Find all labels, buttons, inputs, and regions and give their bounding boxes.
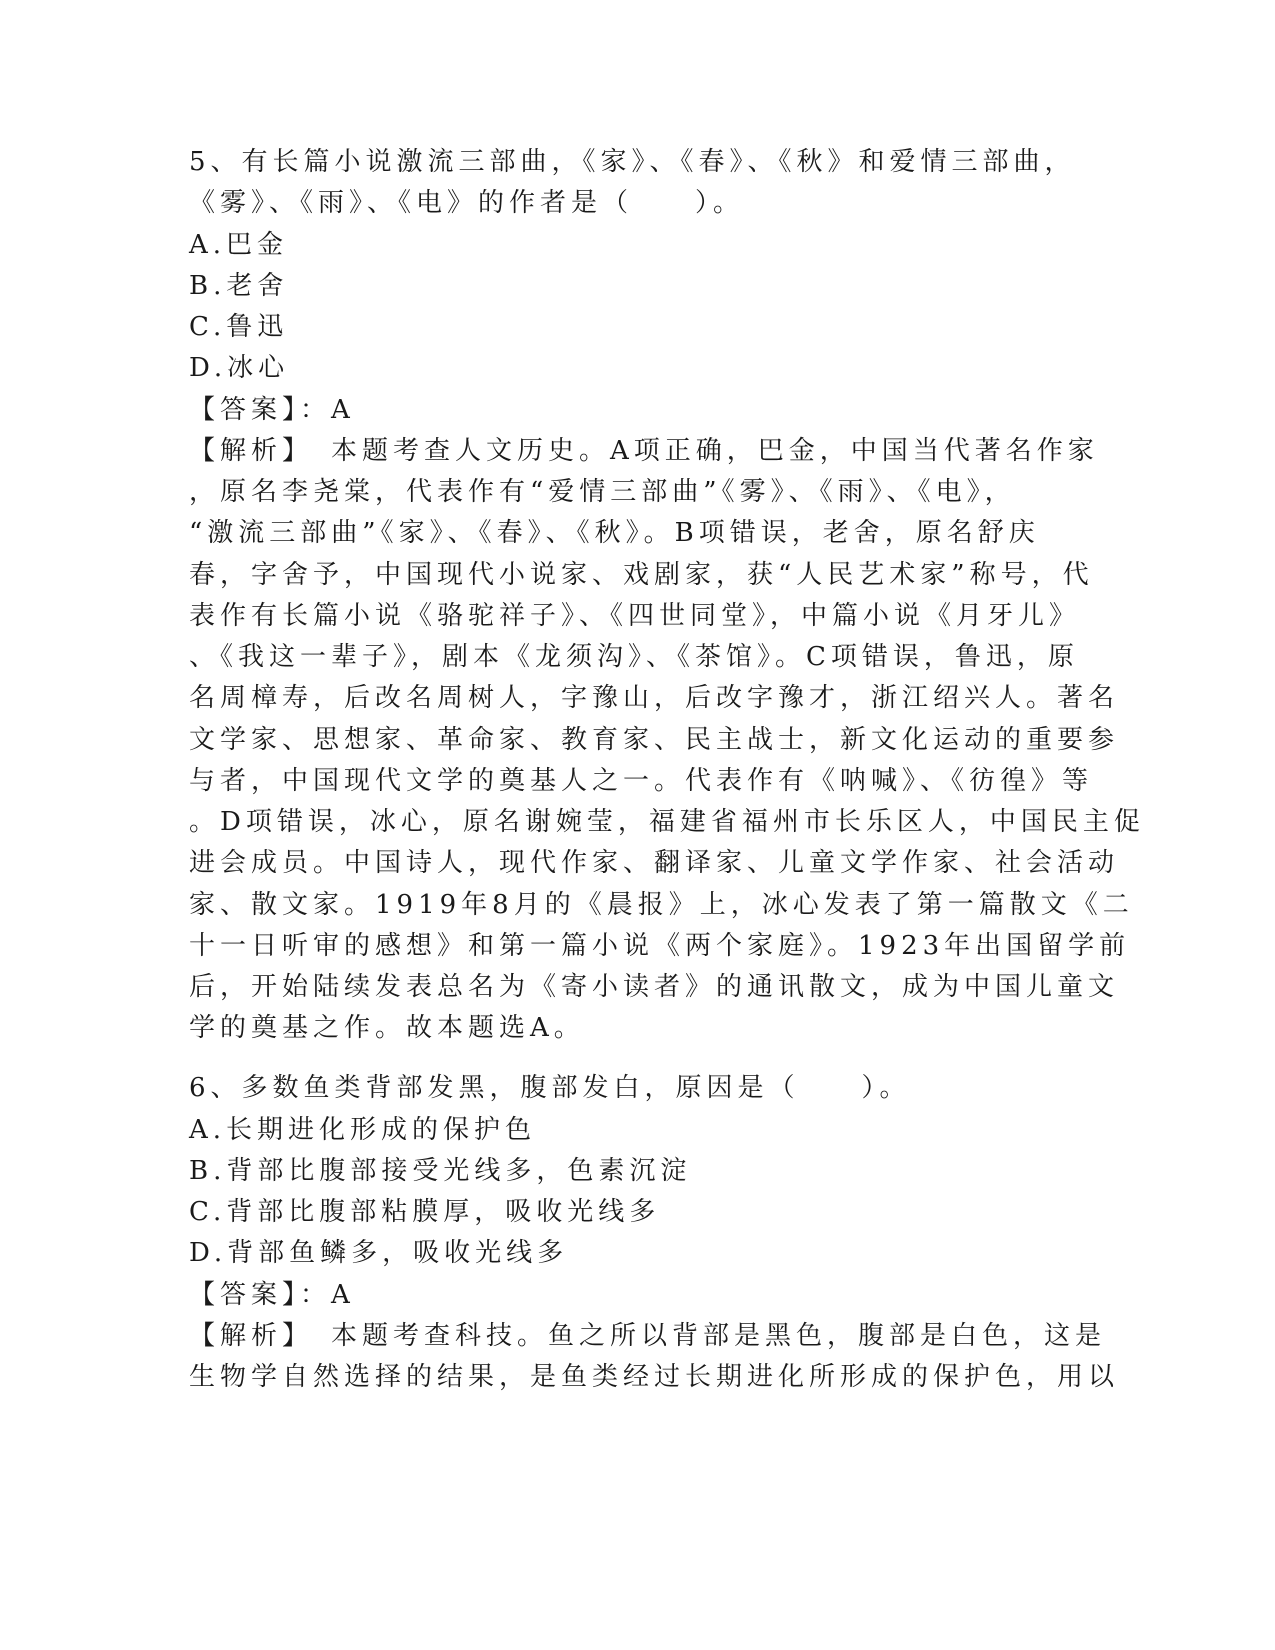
question-6-answer: 【答案】：A (189, 1280, 355, 1310)
question-5-stem-line-2: 《雾》、《雨》、《电》的作者是（ ）。 (189, 188, 745, 218)
question-5-analysis-line-12: 家、散文家。1919年8月的《晨报》上，冰心发表了第一篇散文《二 (189, 890, 1134, 920)
question-6-analysis-line-1: 【解析】 本题考查科技。鱼之所以背部是黑色，腹部是白色，这是 (189, 1321, 1107, 1351)
question-5-analysis-line-8: 文学家、思想家、革命家、教育家、民主战士，新文化运动的重要参 (189, 725, 1120, 755)
question-5-analysis-line-13: 十一日听审的感想》和第一篇小说《两个家庭》。1923年出国留学前 (189, 931, 1131, 961)
question-5-analysis-line-15: 学的奠基之作。故本题选A。 (189, 1013, 585, 1043)
question-6-option-a: A.长期进化形成的保护色 (189, 1115, 537, 1145)
question-5-stem-line-1: 5、有长篇小说激流三部曲，《家》、《春》、《秋》和爱情三部曲， (189, 147, 1076, 177)
question-5-analysis-line-11: 进会成员。中国诗人，现代作家、翻译家、儿童文学作家、社会活动 (189, 848, 1120, 878)
question-5-analysis-line-1: 【解析】 本题考查人文历史。A项正确，巴金，中国当代著名作家 (189, 436, 1099, 466)
question-5-analysis-line-9: 与者，中国现代文学的奠基人之一。代表作有《呐喊》、《彷徨》等 (189, 766, 1094, 796)
question-5-option-b: B.老舍 (189, 271, 289, 301)
question-6-option-c: C.背部比腹部粘膜厚，吸收光线多 (189, 1197, 661, 1227)
question-5-analysis-line-7: 名周樟寿，后改名周树人，字豫山，后改字豫才，浙江绍兴人。著名 (189, 683, 1120, 713)
question-5-analysis-line-5: 表作有长篇小说《骆驼祥子》、《四世同堂》，中篇小说《月牙儿》 (189, 601, 1081, 631)
question-5-option-d: D.冰心 (189, 353, 290, 383)
question-5-analysis-line-2: ，原名李尧棠，代表作有“爱情三部曲”《雾》、《雨》、《电》， (189, 477, 1016, 507)
question-5-option-c: C.鲁迅 (189, 312, 289, 342)
question-6-option-d: D.背部鱼鳞多，吸收光线多 (189, 1238, 569, 1268)
question-5-answer: 【答案】：A (189, 395, 355, 425)
question-5-analysis-line-6: 、《我这一辈子》，剧本《龙须沟》、《茶馆》。C项错误，鲁迅，原 (189, 642, 1079, 672)
question-6-stem-line-1: 6、多数鱼类背部发黑，腹部发白，原因是（ ）。 (189, 1073, 911, 1103)
question-5-analysis-line-3: “激流三部曲”《家》、《春》、《秋》。B项错误，老舍，原名舒庆 (189, 518, 1040, 548)
question-5-option-a: A.巴金 (189, 230, 289, 260)
question-6-option-b: B.背部比腹部接受光线多，色素沉淀 (189, 1156, 692, 1186)
question-5-analysis-line-4: 春，字舍予，中国现代小说家、戏剧家，获“人民艺术家”称号，代 (189, 560, 1094, 590)
question-5-analysis-line-10: 。D项错误，冰心，原名谢婉莹，福建省福州市长乐区人，中国民主促 (189, 807, 1145, 837)
question-5-analysis-line-14: 后，开始陆续发表总名为《寄小读者》的通讯散文，成为中国儿童文 (189, 972, 1120, 1002)
question-6-analysis-line-2: 生物学自然选择的结果，是鱼类经过长期进化所形成的保护色，用以 (189, 1362, 1120, 1392)
